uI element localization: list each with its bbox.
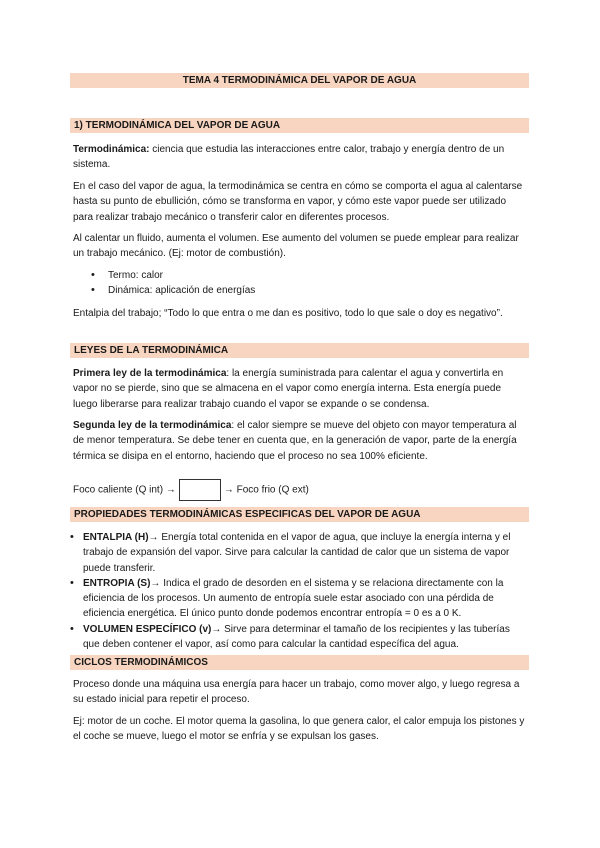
section-heading-termodinamica: 1) TERMODINÁMICA DEL VAPOR DE AGUA (70, 118, 529, 133)
list-item (83, 530, 528, 576)
list-item (83, 576, 528, 622)
paragraph-vapor-agua: En el caso del vapor de agua, la termodinámica se centra en cómo se comporta el agua al calentarse hasta su punto de ebullición, cómo se transforma en vapor, y cómo este vapor puede ser utilizado para realizar trabajo mecánico o transferir calor en diferentes procesos. (73, 181, 523, 223)
definition-paragraph (73, 142, 525, 173)
bullet-list-termo (108, 268, 528, 299)
paragraph-calentar-fluido: Al calentar un fluido, aumenta el volumen. Ese aumento del volumen se puede emplear para realizar un trabajo mecánico. (Ej: motor de combustión). (73, 233, 519, 260)
list-item: • Dinámica: aplicación de energías (108, 283, 528, 298)
section-heading-ciclos: CICLOS TERMODINÁMICOS (70, 655, 529, 670)
entropia-term: ENTROPIA (S)→ (83, 577, 161, 589)
primera-ley-term: Primera ley de la termodinámica (73, 368, 227, 379)
paragraph-entalpia-trabajo: Entalpia del trabajo; “Todo lo que entra o me dan es positivo, todo lo que sale o doy es negativo”. (73, 308, 503, 319)
paragraph-primera-ley (73, 366, 525, 412)
volumen-term: VOLUMEN ESPECÍFICO (v)→ (83, 623, 222, 635)
foco-diagram (73, 479, 525, 501)
foco-box (179, 479, 221, 501)
definition-term: Termodinámica: (73, 144, 150, 155)
entalpia-text: Energía total contenida en el vapor de agua, que incluye la energía interna y el trabajo de expansión del vapor. Sirve para calcular la cantidad de calor que un sistema de vapor puede transferir. (83, 532, 511, 574)
list-item (83, 622, 528, 653)
paragraph-ejemplo-motor: Ej: motor de un coche. El motor quema la gasolina, lo que genera calor, el calor empuja los pistones y el coche se mueve, luego el motor se enfría y se expulsan los gases. (73, 716, 525, 743)
primera-ley-text: : la energía suministrada para calentar el agua y convertirla en vapor no se pierde, sino que se almacena en el vapor como energía interna. Esta energía puede luego liberarse para realizar trabajo cuando el vapor se expande o se condensa. (73, 368, 504, 410)
list-item: • Termo: calor (108, 268, 528, 283)
segunda-ley-text: : el calor siempre se mueve del objeto con mayor temperatura al de menor temperatura. Se debe tener en cuenta que, en la generación de vapor, parte de la energía térmica se disipa en el entorno, haciendo que el proceso no sea 100% eficiente. (73, 420, 517, 462)
paragraph-segunda-ley (73, 418, 525, 464)
section-heading-propiedades: PROPIEDADES TERMODINÁMICAS ESPECIFICAS DEL VAPOR DE AGUA (70, 507, 529, 522)
propiedades-list (83, 530, 528, 652)
entropia-text: Indica el grado de desorden en el sistema y se relaciona directamente con la eficiencia de los procesos. Un aumento de entropía suele estar asociado con una pérdida de eficiencia energética. El único punto donde podemos encontrar entropía = 0 es a 0 K. (83, 577, 504, 620)
entalpia-term: ENTALPIA (H)→ (83, 532, 159, 543)
section-heading-leyes: LEYES DE LA TERMODINÁMICA (70, 343, 529, 358)
volumen-text: Sirve para determinar el tamaño de los recipientes y las tuberías que deben contener el vapor, así como para calcular la cantidad específica del agua. (83, 623, 510, 651)
document-title: TEMA 4 TERMODINÁMICA DEL VAPOR DE AGUA (70, 73, 529, 88)
definition-text: ciencia que estudia las interacciones entre calor, trabajo y energía dentro de un sistema. (73, 144, 505, 171)
foco-caliente-label: Foco caliente (Q int) → (73, 484, 176, 496)
segunda-ley-term: Segunda ley de la termodinámica (73, 420, 232, 431)
foco-frio-label: → Foco frio (Q ext) (223, 484, 309, 496)
paragraph-proceso: Proceso donde una máquina usa energía para hacer un trabajo, como mover algo, y luego regresa a su estado inicial para repetir el proceso. (73, 679, 520, 706)
